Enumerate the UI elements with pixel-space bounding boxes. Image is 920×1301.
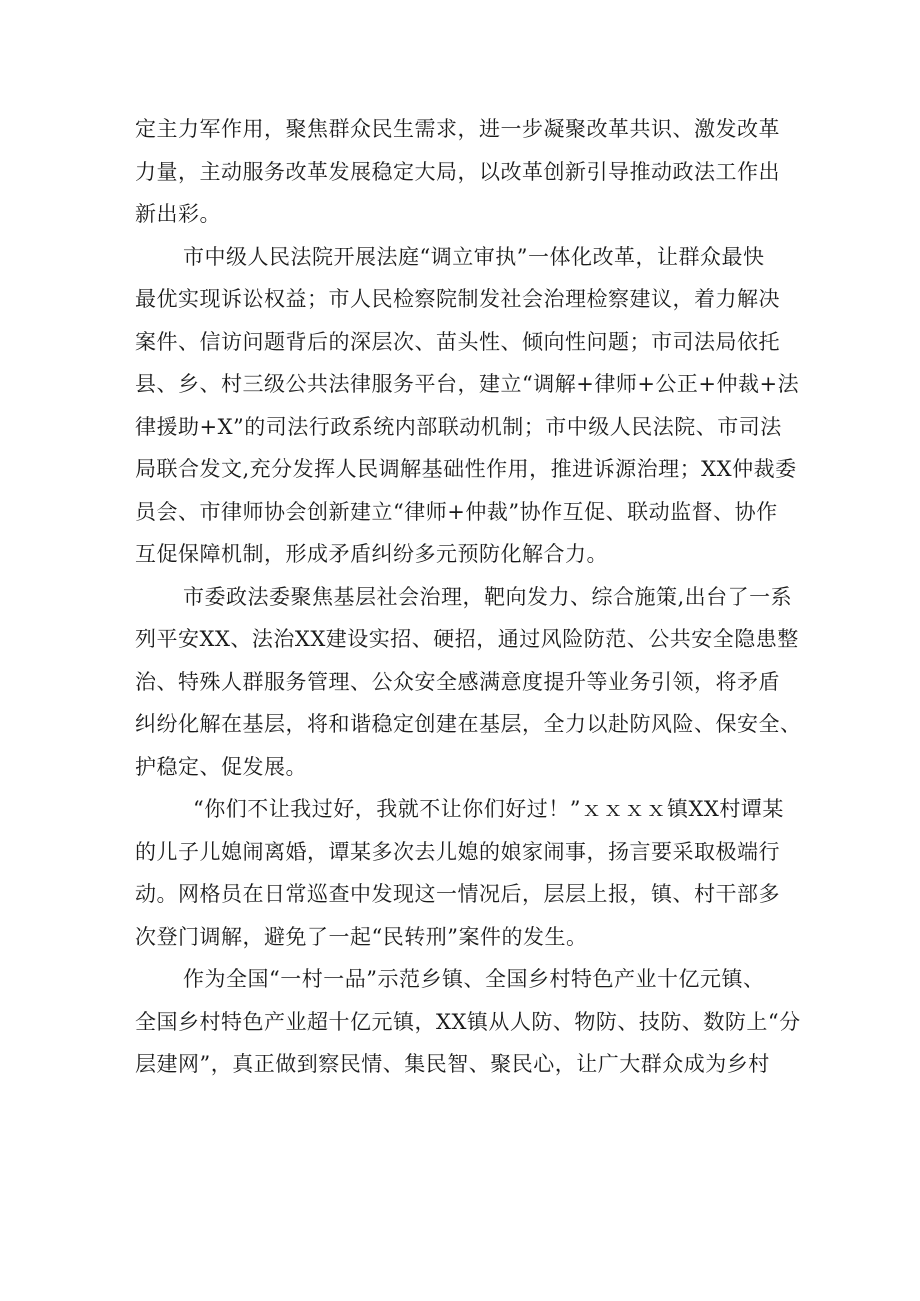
document-body	[135, 108, 802, 1086]
text-line: 层建网”，真正做到察民情、集民智、聚民心，让广大群众成为乡村	[135, 1052, 770, 1076]
text-line: 全国乡村特色产业超十亿元镇，XX镇从人防、物防、技防、数防上“分	[135, 1009, 801, 1034]
text-line: 作为全国“一村一品”示范乡镇、全国乡村特色产业十亿元镇、	[183, 967, 765, 991]
text-line: 市中级人民法院开展法庭“调立审执”一体化改革，让群众最快	[183, 244, 765, 269]
text-line: 互促保障机制，形成矛盾纠纷多元预防化解合力。	[135, 542, 608, 566]
text-line: “你们不让我过好，我就不让你们好过！”ｘｘｘｘ镇XX村谭某	[193, 797, 784, 821]
paragraph-2	[135, 236, 800, 576]
text-line: 护稳定、促发展。	[135, 754, 307, 779]
paragraph-5	[135, 958, 801, 1086]
text-line: 纠纷化解在基层，将和谐稳定创建在基层，全力以赴防风险、保安全、	[135, 712, 802, 736]
text-line: 市委政法委聚焦基层社会治理，靶向发力、综合施策,出台了一系	[183, 584, 793, 609]
text-line: 员会、市律师协会创新建立“律师+仲裁”协作互促、联动监督、协作	[135, 499, 778, 524]
text-line: 的儿子儿媳闹离婚，谭某多次去儿媳的娘家闹事，扬言要采取极端行	[135, 839, 780, 864]
text-line: 局联合发文,充分发挥人民调解基础性作用，推进诉源治理；XX仲裁委	[135, 457, 797, 481]
paragraph-1	[135, 108, 785, 236]
text-line: 案件、信访问题背后的深层次、苗头性、倾向性问题；市司法局依托	[135, 329, 780, 354]
paragraph-3	[135, 576, 802, 789]
paragraph-4	[135, 788, 785, 958]
text-line: 律援助+X”的司法行政系统内部联动机制；市中级人民法院、市司法	[135, 414, 782, 439]
text-line: 列平安XX、法治XX建设实招、硬招，通过风险防范、公共安全隐患整	[135, 627, 799, 651]
text-line: 治、特殊人群服务管理、公众安全感满意度提升等业务引领，将矛盾	[135, 669, 780, 694]
text-line: 定主力军作用，聚焦群众民生需求，进一步凝聚改革共识、激发改革	[135, 117, 780, 141]
text-line: 新出彩。	[135, 202, 221, 226]
text-line: 力量，主动服务改革发展稳定大局，以改革创新引导推动政法工作出	[135, 159, 780, 184]
text-line: 最优实现诉讼权益；市人民检察院制发社会治理检察建议，着力解决	[135, 287, 780, 311]
text-line: 次登门调解，避免了一起“民转刑”案件的发生。	[135, 924, 588, 949]
text-line: 动。网格员在日常巡查中发现这一情况后，层层上报，镇、村干部多	[135, 882, 780, 906]
text-line: 县、乡、村三级公共法律服务平台，建立“调解+律师+公正+仲裁+法	[135, 372, 800, 396]
